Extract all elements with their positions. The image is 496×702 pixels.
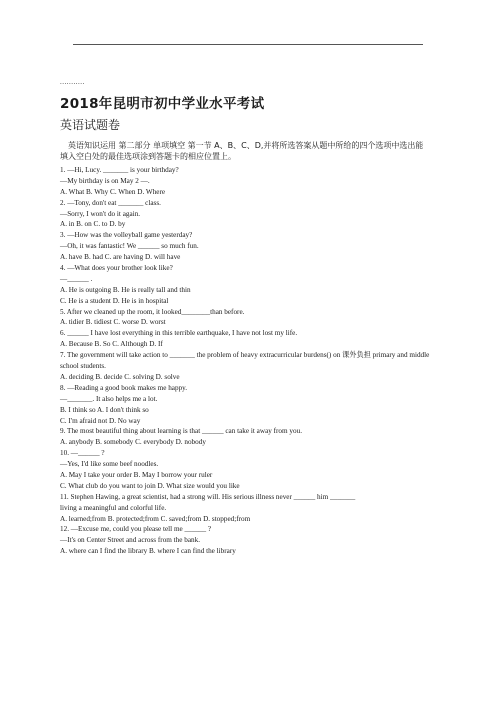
question-line: 10. —______ ? (60, 449, 105, 458)
question-line: —Oh, it was fantastic! We ______ so much fun. (60, 242, 199, 251)
page-subtitle: 英语试题卷 (60, 118, 121, 132)
question-line: 3. —How was the volleyball game yesterday? (60, 231, 193, 240)
question-line: C. He is a student D. He is in hospital (60, 296, 169, 305)
question-line: 6. ______ I have lost everything in this terrible earthquake, I have not lost my life. (60, 329, 298, 338)
question-line: A. where can I find the library B. where I can find the library (60, 547, 236, 556)
question-line: —Sorry, I won't do it again. (60, 209, 141, 218)
question-line: A. tidier B. tidiest C. worse D. worst (60, 318, 166, 327)
question-line: 2. —Tony, don't eat _______ class. (60, 198, 161, 207)
question-line: A. What B. Why C. When D. Where (60, 187, 166, 196)
question-line: —It's on Center Street and across from the bank. (60, 536, 201, 545)
question-line: 12. —Excuse me, could you please tell me ______ ? (60, 525, 212, 534)
question-line: A. in B. on C. to D. by (60, 220, 126, 229)
section-instruction: 英语知识运用 第二部分 单项填空 第一节 A、B、C、D,并将所选答案从题中所给的四个选项中选出能填入空白处的最佳选项涂到答题卡的相应位置上。 (60, 141, 424, 161)
question-line: living a meaningful and colorful life. (60, 503, 167, 512)
question-line: —Yes, I'd like some beef noodles. (60, 460, 159, 469)
question-line: A. Because B. So C. Although D. If (60, 340, 163, 349)
question-line: A. deciding B. decide C. solving D. solve (60, 372, 180, 381)
question-line: —______ . (60, 274, 93, 283)
question-line: 5. After we cleaned up the room, it looked________than before. (60, 307, 245, 316)
question-line: B. I think so A. I don't think so (60, 405, 149, 414)
question-list (60, 165, 440, 557)
question-line: —My birthday is on May 2 —. (60, 176, 150, 185)
question-line: 7. The government will take action to _______ the problem of heavy extracurricular burdens() on 课外负担 primary and middle school students. (60, 351, 430, 371)
question-line: —_______. It also helps me a lot. (60, 394, 158, 403)
question-line: A. May I take your order B. May I borrow your ruler (60, 470, 213, 479)
question-line: A. learned;from B. protected;from C. saved;from D. stopped;from (60, 514, 251, 523)
header-rule (73, 44, 423, 45)
question-line: 9. The most beautiful thing about learning is that ______ can take it away from you. (60, 427, 302, 436)
header-dots: ........... (60, 78, 85, 86)
question-line: 8. —Reading a good book makes me happy. (60, 383, 188, 392)
question-line: 11. Stephen Hawing, a great scientist, had a strong will. His serious illness never ______ him _______ (60, 492, 356, 501)
question-line: A. anybody B. somebody C. everybody D. nobody (60, 438, 206, 447)
question-line: 1. —Hi, Lucy. _______ is your birthday? (60, 166, 179, 174)
question-line: 4. —What does your brother look like? (60, 264, 173, 273)
question-line: C. What club do you want to join D. What size would you like (60, 481, 240, 490)
question-line: A. have B. had C. are having D. will have (60, 253, 181, 262)
page-title: 2018年昆明市初中学业水平考试 (60, 96, 265, 112)
question-line: C. I'm afraid not D. No way (60, 416, 141, 425)
question-line: A. He is outgoing B. He is really tall and thin (60, 285, 191, 294)
